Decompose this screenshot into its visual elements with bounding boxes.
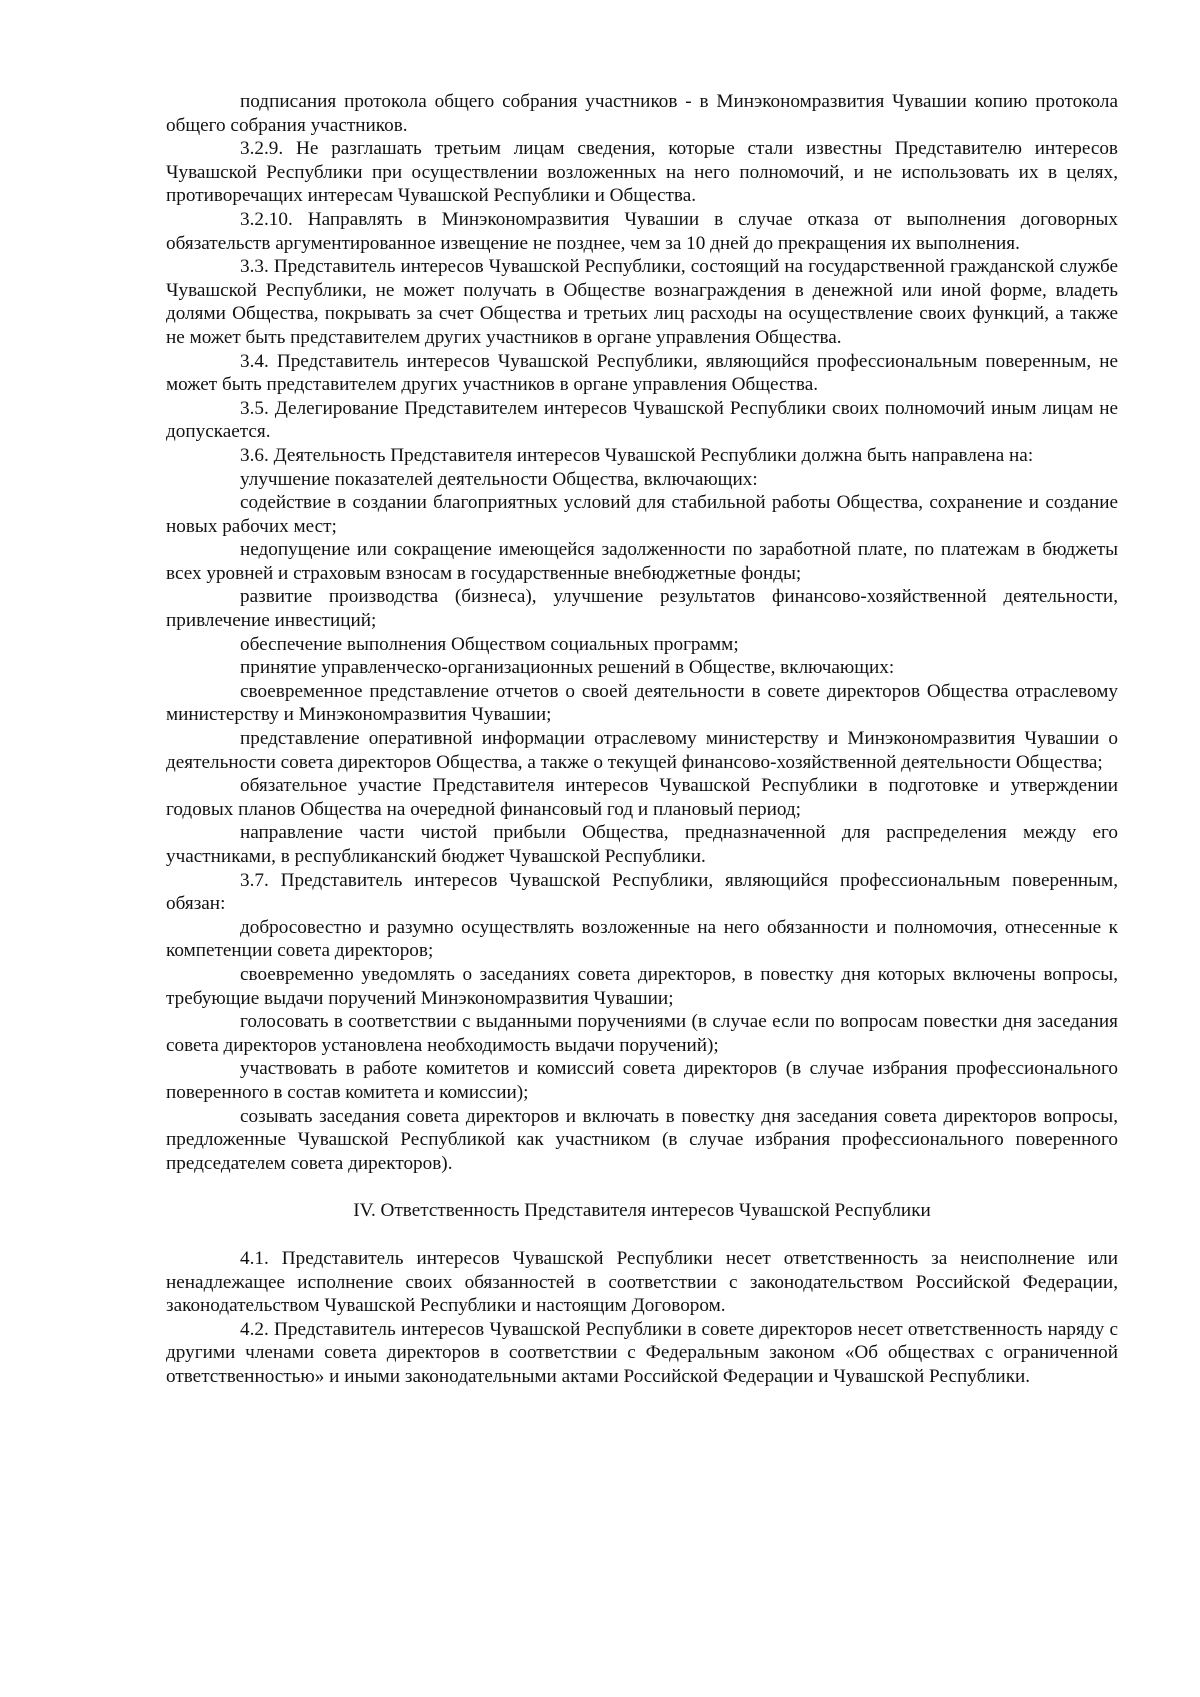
list-item-notify-meetings: своевременно уведомлять о заседаниях совета директоров, в повестку дня которых включены вопросы, требующие выдачи поручений Минэкономразвития Чувашии; [166,963,1118,1009]
section-four-heading: IV. Ответственность Представителя интересов Чувашской Республики [353,1200,931,1222]
list-item-production-development: развитие производства (бизнеса), улучшение результатов финансово-хозяйственной деятельности, привлечение инвестиций; [166,586,1118,632]
list-item-timely-reports: своевременное представление отчетов о своей деятельности в совете директоров Общества отраслевому министерству и Минэкономразвития Чувашии; [166,680,1118,726]
list-item-convene-meetings: созывать заседания совета директоров и включать в повестку дня заседания совета директоров вопросы, предложенные Чувашской Республикой как участником (в случае избрания профессионального поверенного председателем совета директоров). [166,1105,1118,1174]
document-page [166,90,1118,1388]
paragraph-4-1: 4.1. Представитель интересов Чувашской Республики несет ответственность за неисполнение или ненадлежащее исполнение своих обязанностей в соответствии с законодательством Российской Федерации, законодательством Чувашской Республики и настоящим Договором. [166,1247,1118,1317]
section-four [166,1247,1118,1389]
paragraph-3-2-10: 3.2.10. Направлять в Минэкономразвития Чувашии в случае отказа от выполнения договорных обязательств аргументированное извещение не позднее, чем за 10 дней до прекращения их выполнения. [166,208,1118,254]
section-three-continued [166,90,1118,1175]
list-item-debt-reduction: недопущение или сокращение имеющейся задолженности по заработной плате, по платежам в бюджеты всех уровней и страховым взносам в государственные внебюджетные фонды; [166,539,1118,584]
paragraph-3-7: 3.7. Представитель интересов Чувашской Республики, являющийся профессиональным поверенным, обязан: [166,869,1118,915]
list-item-net-profit: направление части чистой прибыли Общества, предназначенной для распределения между его участниками, в республиканский бюджет Чувашской Республики. [166,822,1118,867]
list-item-committees: участвовать в работе комитетов и комиссий совета директоров (в случае избрания профессионального поверенного в состав комитета и комиссии); [166,1058,1118,1103]
list-item-favorable-conditions: содействие в создании благоприятных условий для стабильной работы Общества, сохранение и создание новых рабочих мест; [166,492,1118,537]
list-item-indicators: улучшение показателей деятельности Общества, включающих: [240,468,758,490]
list-item-social-programs: обеспечение выполнения Обществом социальных программ; [240,633,739,655]
list-item-vote-instructions: голосовать в соответствии с выданными поручениями (в случае если по вопросам повестки дня заседания совета директоров установлена необходимость выдачи поручений); [166,1011,1118,1056]
paragraph-4-2: 4.2. Представитель интересов Чувашской Республики в совете директоров несет ответственность наряду с другими членами совета директоров в соответствии с Федеральным законом «Об обществах с ограниченной ответственностью» и иными законодательными актами Российской Федерации и Чувашской Республики. [166,1318,1118,1387]
paragraph-3-4: 3.4. Представитель интересов Чувашской Республики, являющийся профессиональным поверенным, не может быть представителем других участников в органе управления Общества. [166,350,1118,396]
list-item-annual-plans: обязательное участие Представителя интересов Чувашской Республики в подготовке и утверждении годовых планов Общества на очередной финансовый год и плановый период; [166,775,1118,820]
paragraph-3-3: 3.3. Представитель интересов Чувашской Республики, состоящий на государственной гражданской службе Чувашской Республики, не может получать в Обществе вознаграждения в денежной или иной форме, владеть долями Общества, покрывать за счет Общества и третьих лиц расходы на осуществление своих функций, а также не может быть представителем других участников в органе управления Общества. [166,256,1118,348]
paragraph-3-6: 3.6. Деятельность Представителя интересов Чувашской Республики должна быть направлена на: [240,444,1034,466]
paragraph-3-5: 3.5. Делегирование Представителем интересов Чувашской Республики своих полномочий иным лицам не допускается. [166,397,1118,443]
paragraph-3-2-9: 3.2.9. Не разглашать третьим лицам сведения, которые стали известны Представителю интересов Чувашской Республики при осуществлении возложенных на него полномочий, и не использовать их в целях, противоречащих интересам Чувашской Республики и Общества. [166,138,1118,207]
list-item-management-decisions: принятие управленческо-организационных решений в Обществе, включающих: [240,657,895,679]
list-item-good-faith: добросовестно и разумно осуществлять возложенные на него обязанности и полномочия, отнесенные к компетенции совета директоров; [166,916,1118,962]
list-item-operational-info: представление оперативной информации отраслевому министерству и Минэкономразвития Чувашии о деятельности совета директоров Общества, а также о текущей финансово-хозяйственной деятельности Общества; [166,728,1118,773]
paragraph-protocol-copy: подписания протокола общего собрания участников - в Минэкономразвития Чувашии копию протокола общего собрания участников. [166,91,1118,136]
